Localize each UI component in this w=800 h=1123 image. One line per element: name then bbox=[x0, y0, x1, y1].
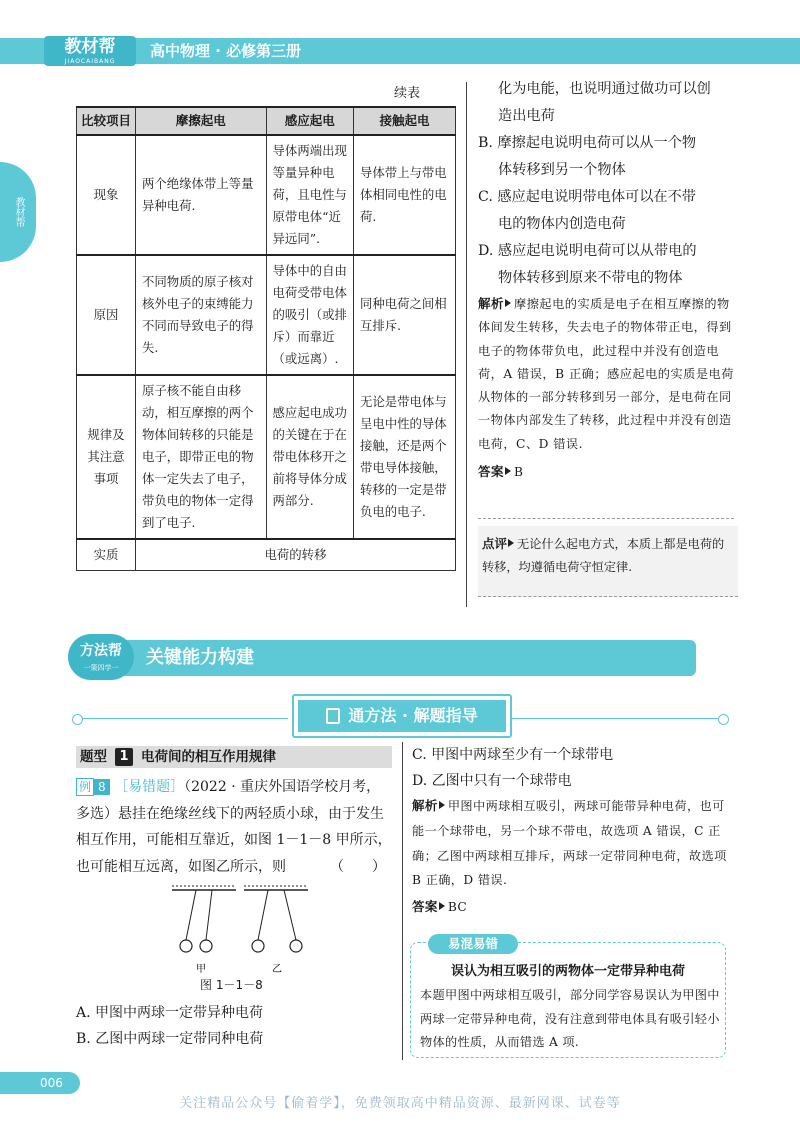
option-c: C. 甲图中两球至少有一个球带电 bbox=[412, 747, 614, 763]
comparison-table bbox=[76, 106, 456, 571]
question-stem bbox=[76, 774, 392, 880]
footer-note: 关注精品公众号【偷着学】，免费领取高中精品资源、最新网课、试卷等 bbox=[179, 1096, 621, 1111]
figure-yi bbox=[244, 886, 308, 952]
section-title: 关键能力构建 bbox=[146, 647, 254, 668]
question-type-title: 电荷间的相互作用规律 bbox=[141, 749, 276, 765]
option-c: C. 感应起电说明带电体可以在不带 bbox=[478, 189, 696, 205]
option-a: A. 甲图中两球一定带异种电荷 bbox=[76, 1005, 264, 1021]
table-cell: 导体中的自由电荷受带电体的吸引（或排斥）而靠近（或远离）. bbox=[266, 255, 353, 375]
column-divider bbox=[402, 742, 403, 1060]
table-row bbox=[77, 135, 456, 255]
question-type-number: 1 bbox=[115, 748, 133, 766]
arrow-icon bbox=[439, 902, 445, 910]
decor-line bbox=[512, 718, 722, 719]
side-tab: 教材帮 bbox=[0, 162, 36, 262]
review-label: 点评 bbox=[482, 536, 508, 551]
table-cell: 导体两端出现等量异种电荷，且电性与原带电体“近异远同”. bbox=[266, 135, 353, 255]
arrow-icon bbox=[508, 539, 514, 547]
document-icon bbox=[326, 708, 340, 724]
row-label: 原因 bbox=[77, 255, 136, 375]
figure-jia bbox=[172, 886, 236, 952]
table-cell-merged: 电荷的转移 bbox=[136, 539, 456, 571]
option-d: D. 感应起电说明电荷可以从带电的 bbox=[478, 243, 697, 259]
figure-caption: 图 1－1－8 bbox=[200, 978, 263, 992]
table-row bbox=[77, 539, 456, 571]
answer-value: B bbox=[514, 465, 524, 480]
error-text: 本题甲图中两球相互吸引，部分同学容易误认为甲图中两球一定带异种电荷，没有注意到带电体具有吸引轻小物体的性质，从而错选 A 项. bbox=[420, 988, 720, 1049]
option-c-text: 电的物体内创造电荷 bbox=[498, 216, 626, 232]
arrow-icon bbox=[505, 299, 511, 307]
section-badge-subtext: 一策四学一 bbox=[83, 664, 119, 672]
decor-line bbox=[78, 718, 288, 719]
table-cell: 感应起电成功的关键在于在带电体移开之前将导体分成两部分. bbox=[266, 375, 353, 539]
table-cell: 不同物质的原子核对核外电子的束缚能力不同而导致电子的得失. bbox=[136, 255, 267, 375]
answer-value: BC bbox=[447, 900, 468, 915]
row-label: 规律及其注意事项 bbox=[77, 375, 136, 539]
decor-dot bbox=[718, 714, 729, 725]
option-d: D. 乙图中只有一个球带电 bbox=[412, 773, 572, 789]
analysis-block bbox=[412, 794, 730, 920]
option-b: B. 乙图中两球一定带同种电荷 bbox=[76, 1031, 264, 1047]
section-badge-text: 方法帮 bbox=[80, 643, 122, 659]
option-b: B. 摩擦起电说明电荷可以从一个物 bbox=[478, 135, 697, 151]
review-text: 无论什么起电方式，本质上都是电荷的转移，均遵循电荷守恒定律. bbox=[482, 537, 725, 574]
arrow-icon bbox=[439, 801, 445, 809]
table-cell: 无论是带电体与呈电中性的导体接触，还是两个带电导体接触，转移的一定是带负电的电子. bbox=[353, 375, 455, 539]
answer-label: 答案 bbox=[412, 899, 438, 915]
example-label: 例 bbox=[76, 778, 94, 796]
row-label: 实质 bbox=[77, 539, 136, 571]
column-header: 比较项目 bbox=[77, 107, 136, 135]
option-a-text: 化为电能，也说明通过做功可以创 bbox=[498, 81, 711, 97]
analysis-label: 解析 bbox=[412, 798, 438, 813]
table-cell: 同种电荷之间相互排斥. bbox=[353, 255, 455, 375]
continue-label: 续表 bbox=[394, 86, 421, 101]
question-options-right bbox=[412, 742, 732, 794]
question-type-bar bbox=[76, 746, 392, 768]
analysis-label: 解析 bbox=[478, 296, 505, 311]
page-number: 006 bbox=[0, 1072, 80, 1094]
answer-bracket: （ ） bbox=[330, 858, 386, 875]
table-row bbox=[77, 375, 456, 539]
book-title: 高中物理 · 必修第三册 bbox=[150, 42, 302, 60]
decor-dot bbox=[72, 714, 83, 725]
table-cell: 导体带上与带电体相同电性的电荷. bbox=[353, 135, 455, 255]
table-cell: 原子核不能自由移动，相互摩擦的两个物体间转移的只能是电子，即带正电的物体一定失去了电子，带负电的物体一定得到了电子. bbox=[136, 375, 267, 539]
error-title: 误认为相互吸引的两物体一定带异种电荷 bbox=[450, 964, 685, 979]
options-continued bbox=[478, 76, 738, 292]
option-b-text: 体转移到另一个物体 bbox=[498, 162, 626, 178]
figure-label-yi: 乙 bbox=[272, 964, 282, 975]
column-divider bbox=[466, 82, 467, 607]
table-row bbox=[77, 255, 456, 375]
section-badge bbox=[68, 634, 134, 680]
question-type-label: 题型 bbox=[80, 749, 107, 765]
error-tag bbox=[428, 934, 518, 954]
logo-subtext: JIAOCAIBANG bbox=[64, 58, 116, 65]
option-d-text: 物体转移到原来不带电的物体 bbox=[498, 270, 683, 286]
table-header-row bbox=[77, 107, 456, 135]
sub-banner bbox=[292, 694, 512, 738]
column-header: 接触起电 bbox=[353, 107, 455, 135]
logo-text: 教材帮 bbox=[64, 37, 116, 57]
figure-label-jia: 甲 bbox=[196, 964, 206, 975]
arrow-icon bbox=[505, 467, 511, 475]
pendulum-figure bbox=[160, 882, 320, 978]
dotted-divider bbox=[478, 518, 734, 519]
column-header: 摩擦起电 bbox=[136, 107, 267, 135]
brand-logo bbox=[44, 36, 136, 66]
analysis-text: 摩擦起电的实质是电子在相互摩擦的物体间发生转移，失去电子的物体带正电，得到电子的物体带负电，此过程中并没有创造电荷，A 错误，B 正确；感应起电的实质是电荷从物体的一部分转移到另一部分，是电荷在同一物体内部发生了转移，此过程中并没有创造电荷，C、D 错误. bbox=[478, 297, 734, 451]
review-box bbox=[478, 526, 738, 597]
question-options-left bbox=[76, 1000, 396, 1052]
row-label: 现象 bbox=[77, 135, 136, 255]
example-type: ［易错题］ bbox=[114, 779, 185, 795]
answer-label: 答案 bbox=[478, 464, 505, 480]
error-tag-text: 易混易错 bbox=[447, 936, 498, 951]
analysis-text: 甲图中两球相互吸引，两球可能带异种电荷，也可能一个球带电，另一个球不带电，故选项 A 错误，C 正确；乙图中两球相互排斥，两球一定带同种电荷，故选项 B 正确，D 错误. bbox=[412, 799, 727, 888]
sub-banner-inner bbox=[298, 700, 506, 732]
question-text: （2022 · 重庆外国语学校月考，多选）悬挂在绝缘丝线下的两轻质小球，由于发生相互作用，可能相互靠近，如图 1－1－8 甲所示，也可能相互远离，如图乙所示，则 bbox=[76, 779, 392, 875]
table-cell: 两个绝缘体带上等量异种电荷. bbox=[136, 135, 267, 255]
option-a-text: 造出电荷 bbox=[498, 108, 555, 124]
sub-banner-text: 通方法 · 解题指导 bbox=[348, 706, 478, 725]
analysis-block bbox=[478, 292, 736, 484]
example-number: 8 bbox=[94, 779, 110, 795]
column-header: 感应起电 bbox=[266, 107, 353, 135]
